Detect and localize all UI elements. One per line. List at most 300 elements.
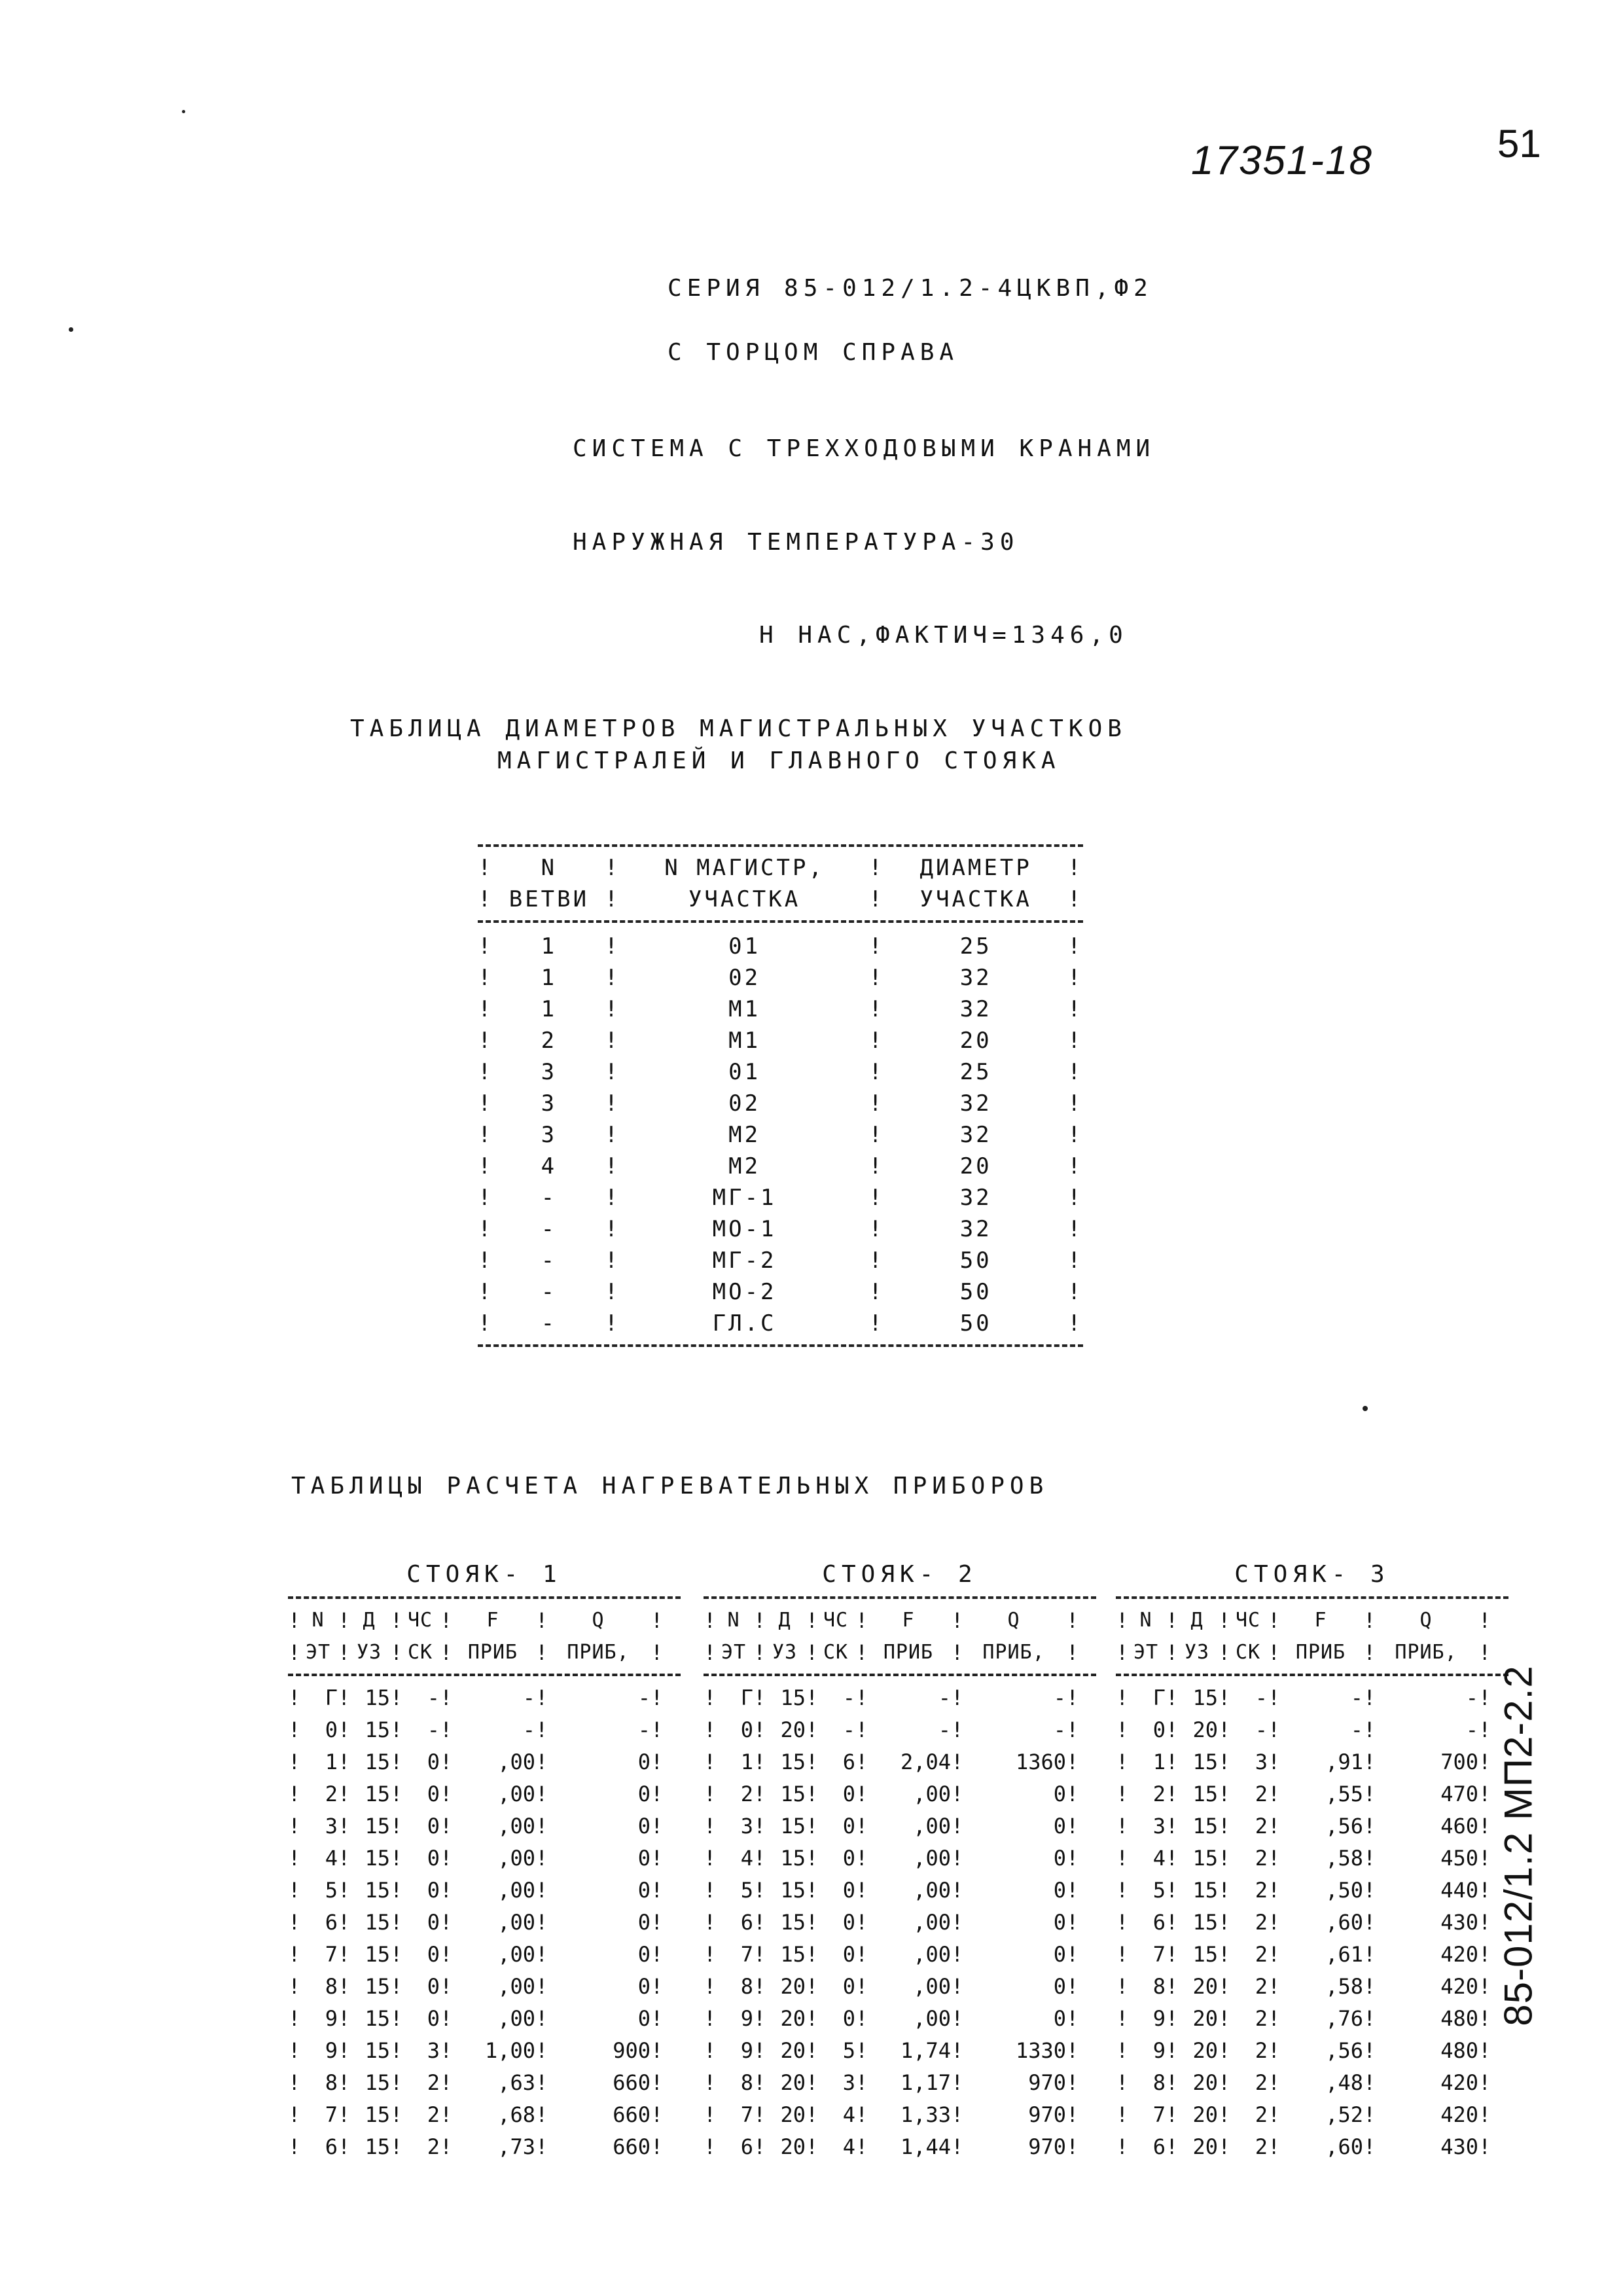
node-diameter: 20 — [780, 2102, 806, 2127]
floor-number: 9 — [325, 2005, 338, 2031]
cell-separator: ! — [440, 1685, 453, 1710]
table-header — [478, 847, 1083, 920]
cell-separator: ! — [855, 1941, 868, 1967]
section-number: М2 — [728, 1153, 761, 1179]
cell-separator: ! — [604, 1090, 621, 1117]
header-device-area: ПРИБ — [467, 1641, 518, 1664]
section-number: МО-1 — [712, 1216, 777, 1242]
cell-separator: ! — [1066, 1845, 1079, 1871]
cell-separator: ! — [868, 1279, 885, 1305]
cell-separator: ! — [651, 1781, 664, 1806]
table-row — [1116, 2002, 1508, 2034]
section-count: 0 — [842, 1909, 855, 1935]
device-heat: 0 — [1053, 1877, 1066, 1903]
cell-separator: ! — [604, 1153, 621, 1179]
cell-separator: ! — [1478, 1607, 1491, 1633]
margin-stamp — [1479, 1630, 1558, 2062]
device-heat: 0 — [637, 1781, 651, 1806]
cell-separator: ! — [951, 1845, 964, 1871]
section-count: 2 — [1255, 2037, 1268, 2063]
section-count: 2 — [1255, 2070, 1268, 2095]
device-area: 1,44 — [900, 2134, 951, 2159]
device-area: ,00 — [497, 1909, 535, 1935]
table-row — [1116, 1970, 1508, 2002]
node-diameter: 15 — [365, 1941, 390, 1967]
table-row — [704, 2130, 1096, 2162]
section-diameter: 20 — [959, 1028, 992, 1054]
cell-separator: ! — [1116, 2134, 1129, 2159]
table-row — [288, 1874, 681, 1906]
node-diameter: 20 — [780, 2134, 806, 2159]
diameter-table — [478, 844, 1083, 1347]
cell-separator: ! — [951, 2134, 964, 2159]
device-heat: 0 — [637, 1877, 651, 1903]
cell-separator: ! — [1067, 965, 1084, 991]
cell-separator: ! — [604, 1216, 621, 1242]
cell-separator: ! — [1218, 1877, 1231, 1903]
branch-number: - — [541, 1247, 558, 1274]
cell-separator: ! — [338, 1717, 351, 1742]
header-floor-number: N — [1139, 1609, 1152, 1632]
section-number: МО-2 — [712, 1279, 777, 1305]
cell-separator: ! — [868, 1310, 885, 1336]
cell-separator: ! — [1218, 1813, 1231, 1839]
floor-number: Г — [1152, 1685, 1166, 1710]
cell-separator: ! — [951, 2102, 964, 2127]
device-heat: 420 — [1440, 1973, 1478, 1999]
section-diameter: 50 — [959, 1310, 992, 1336]
spacer — [704, 1599, 1096, 1604]
section-count: 0 — [427, 1909, 440, 1935]
cell-separator: ! — [951, 1941, 964, 1967]
device-heat: 0 — [637, 1973, 651, 1999]
cell-separator: ! — [288, 2102, 301, 2127]
node-diameter: 15 — [365, 1877, 390, 1903]
cell-separator: ! — [390, 1607, 403, 1633]
table-row — [288, 1938, 681, 1970]
table-row — [478, 1308, 1083, 1339]
cell-separator: ! — [753, 2102, 766, 2127]
header-section-count: СК — [823, 1641, 849, 1664]
table-row — [1116, 2130, 1508, 2162]
branch-number: 3 — [541, 1059, 558, 1085]
branch-number: 1 — [541, 965, 558, 991]
cell-separator: ! — [338, 2070, 351, 2095]
device-area: ,00 — [913, 2005, 951, 2031]
cell-separator: ! — [390, 1877, 403, 1903]
section-diameter: 32 — [959, 1090, 992, 1117]
section-count: 0 — [842, 1877, 855, 1903]
cell-separator: ! — [390, 1781, 403, 1806]
cell-separator: ! — [1363, 1877, 1376, 1903]
cell-separator: ! — [1363, 2134, 1376, 2159]
cell-separator: ! — [1218, 1845, 1231, 1871]
device-heat: 420 — [1440, 2102, 1478, 2127]
cell-separator: ! — [753, 1607, 766, 1633]
table-row — [1116, 1778, 1508, 1810]
device-heat: 450 — [1440, 1845, 1478, 1871]
cell-separator: ! — [855, 2070, 868, 2095]
cell-separator: ! — [855, 1877, 868, 1903]
cell-separator: ! — [1166, 1877, 1179, 1903]
cell-separator: ! — [478, 1279, 494, 1305]
node-diameter: 15 — [1192, 1877, 1218, 1903]
device-area: ,00 — [497, 1749, 535, 1774]
cell-separator: ! — [753, 1781, 766, 1806]
table-row — [288, 1778, 681, 1810]
device-heat: 0 — [1053, 2005, 1066, 2031]
section-count: - — [427, 1685, 440, 1710]
floor-number: 2 — [325, 1781, 338, 1806]
cell-separator: ! — [390, 1717, 403, 1742]
cell-separator: ! — [651, 1845, 664, 1871]
cell-separator: ! — [440, 1781, 453, 1806]
cell-separator: ! — [1363, 1973, 1376, 1999]
table-row — [478, 1056, 1083, 1088]
header-section-count: ЧС — [823, 1609, 849, 1632]
diameter-table-title: ТАБЛИЦА ДИАМЕТРОВ МАГИСТРАЛЬНЫХ УЧАСТКОВ — [350, 715, 1127, 742]
section-count: 0 — [842, 1813, 855, 1839]
node-diameter: 15 — [780, 1813, 806, 1839]
section-number: 01 — [728, 1059, 761, 1085]
header-node-diameter: УЗ — [356, 1641, 382, 1664]
cell-separator: ! — [806, 1717, 819, 1742]
cell-separator: ! — [806, 1973, 819, 1999]
cell-separator: ! — [1166, 1685, 1179, 1710]
table-row — [1116, 2066, 1508, 2098]
device-heat: 0 — [1053, 1941, 1066, 1967]
section-diameter: 32 — [959, 1185, 992, 1211]
cell-separator: ! — [604, 1028, 621, 1054]
header-device-heat: Q — [1419, 1609, 1433, 1632]
cell-separator: ! — [288, 2134, 301, 2159]
cell-separator: ! — [1166, 1845, 1179, 1871]
cell-separator: ! — [1116, 1640, 1129, 1665]
device-heat: - — [1465, 1685, 1478, 1710]
table-row — [704, 2098, 1096, 2130]
cell-separator: ! — [1268, 1973, 1281, 1999]
node-diameter: 15 — [365, 1749, 390, 1774]
spacer — [1116, 1668, 1508, 1674]
cell-separator: ! — [288, 2005, 301, 2031]
cell-separator: ! — [1066, 1941, 1079, 1967]
section-diameter: 50 — [959, 1247, 992, 1274]
node-diameter: 20 — [1192, 2102, 1218, 2127]
cell-separator: ! — [440, 2070, 453, 2095]
cell-separator: ! — [1363, 2005, 1376, 2031]
cell-separator: ! — [1218, 2037, 1231, 2063]
cell-separator: ! — [753, 2134, 766, 2159]
cell-separator: ! — [1066, 1973, 1079, 1999]
section-count: 0 — [427, 1941, 440, 1967]
table-row — [704, 1938, 1096, 1970]
cell-separator: ! — [288, 2037, 301, 2063]
cell-separator: ! — [806, 2102, 819, 2127]
device-area: ,56 — [1325, 2037, 1363, 2063]
cell-separator: ! — [1268, 2005, 1281, 2031]
cell-separator: ! — [1116, 1909, 1129, 1935]
section-count: 4 — [842, 2102, 855, 2127]
cell-separator: ! — [535, 1685, 548, 1710]
header-section-2: УЧАСТКА — [688, 886, 801, 912]
cell-separator: ! — [1166, 1749, 1179, 1774]
cell-separator: ! — [440, 2037, 453, 2063]
cell-separator: ! — [478, 1090, 494, 1117]
table-row — [478, 1182, 1083, 1213]
node-diameter: 15 — [1192, 1781, 1218, 1806]
section-count: 0 — [427, 1845, 440, 1871]
cell-separator: ! — [1218, 1973, 1231, 1999]
device-area: - — [1350, 1685, 1363, 1710]
table-row — [1116, 2034, 1508, 2066]
cell-separator: ! — [753, 2005, 766, 2031]
header-device-heat: ПРИБ, — [1395, 1641, 1457, 1664]
node-diameter: 15 — [780, 1909, 806, 1935]
cell-separator: ! — [704, 2134, 717, 2159]
table-row — [704, 1810, 1096, 1842]
cell-separator: ! — [1363, 2037, 1376, 2063]
cell-separator: ! — [1067, 1090, 1084, 1117]
section-count: 2 — [1255, 2005, 1268, 2031]
table-row — [478, 1088, 1083, 1119]
node-diameter: 15 — [365, 1781, 390, 1806]
cell-separator: ! — [1166, 2070, 1179, 2095]
section-count: 3 — [1255, 1749, 1268, 1774]
cell-separator: ! — [651, 2134, 664, 2159]
cell-separator: ! — [1478, 1973, 1491, 1999]
floor-number: 5 — [325, 1877, 338, 1903]
section-number: М1 — [728, 1028, 761, 1054]
floor-number: 1 — [1152, 1749, 1166, 1774]
node-diameter: 15 — [365, 1973, 390, 1999]
table-row — [704, 1906, 1096, 1938]
device-heat: 0 — [1053, 1781, 1066, 1806]
device-area: ,00 — [913, 1877, 951, 1903]
cell-separator: ! — [868, 1216, 885, 1242]
floor-number: 3 — [740, 1813, 753, 1839]
cell-separator: ! — [338, 2134, 351, 2159]
cell-separator: ! — [806, 1877, 819, 1903]
node-diameter: 15 — [1192, 1845, 1218, 1871]
floor-number: 9 — [740, 2005, 753, 2031]
node-diameter: 15 — [1192, 1909, 1218, 1935]
table-row — [704, 1746, 1096, 1778]
cell-separator: ! — [1116, 2070, 1129, 2095]
cell-separator: ! — [1166, 1640, 1179, 1665]
header-floor-number: ЭТ — [305, 1641, 331, 1664]
cell-separator: ! — [1067, 1279, 1084, 1305]
section-number: 01 — [728, 933, 761, 960]
device-area: ,48 — [1325, 2070, 1363, 2095]
header-node-diameter: Д — [1190, 1609, 1204, 1632]
device-heat: 0 — [1053, 1909, 1066, 1935]
section-count: - — [1255, 1685, 1268, 1710]
cell-separator: ! — [704, 2070, 717, 2095]
section-count: 2 — [427, 2070, 440, 2095]
cell-separator: ! — [651, 1941, 664, 1967]
device-area: 1,33 — [900, 2102, 951, 2127]
cell-separator: ! — [1218, 2134, 1231, 2159]
cell-separator: ! — [651, 1749, 664, 1774]
cell-separator: ! — [604, 996, 621, 1022]
cell-separator: ! — [288, 1941, 301, 1967]
section-count: 0 — [842, 2005, 855, 2031]
section-count: 0 — [427, 1877, 440, 1903]
cell-separator: ! — [478, 996, 494, 1022]
device-area: ,00 — [497, 1813, 535, 1839]
cell-separator: ! — [1363, 1909, 1376, 1935]
section-count: 2 — [1255, 2134, 1268, 2159]
cell-separator: ! — [753, 1973, 766, 1999]
cell-separator: ! — [288, 1781, 301, 1806]
node-diameter: 20 — [780, 1973, 806, 1999]
cell-separator: ! — [806, 2037, 819, 2063]
device-heat: 0 — [637, 1749, 651, 1774]
riser-header-row — [1116, 1604, 1508, 1636]
node-diameter: 15 — [365, 2134, 390, 2159]
cell-separator: ! — [704, 1607, 717, 1633]
section-count: 3 — [842, 2070, 855, 2095]
table-row — [1116, 1810, 1508, 1842]
cell-separator: ! — [1363, 2070, 1376, 2095]
cell-separator: ! — [1116, 1973, 1129, 1999]
header-node-diameter: УЗ — [772, 1641, 798, 1664]
device-area: ,63 — [497, 2070, 535, 2095]
table-row — [704, 1713, 1096, 1746]
cell-separator: ! — [1116, 1781, 1129, 1806]
cell-separator: ! — [651, 1685, 664, 1710]
header-node-diameter: УЗ — [1184, 1641, 1210, 1664]
section-number: 02 — [728, 965, 761, 991]
cell-separator: ! — [1218, 1607, 1231, 1633]
cell-separator: ! — [535, 2070, 548, 2095]
cell-separator: ! — [478, 965, 494, 991]
header-device-heat: ПРИБ, — [982, 1641, 1045, 1664]
cell-separator: ! — [753, 1640, 766, 1665]
floor-number: Г — [740, 1685, 753, 1710]
table-row — [1116, 1938, 1508, 1970]
device-heat: 440 — [1440, 1877, 1478, 1903]
section-count: 0 — [427, 2005, 440, 2031]
margin-stamp-text: 85-012/1.2 МП2-2.2 — [1496, 1665, 1541, 2026]
header-device-area: ПРИБ — [1295, 1641, 1346, 1664]
cell-separator: ! — [1478, 2005, 1491, 2031]
cell-separator: ! — [338, 2037, 351, 2063]
table-row — [1116, 1906, 1508, 1938]
cell-separator: ! — [440, 1909, 453, 1935]
cell-separator: ! — [704, 1909, 717, 1935]
cell-separator: ! — [1067, 1310, 1084, 1336]
cell-separator: ! — [868, 1122, 885, 1148]
cell-separator: ! — [1116, 1813, 1129, 1839]
section-count: 0 — [427, 1813, 440, 1839]
branch-number: - — [541, 1310, 558, 1336]
table-row — [478, 1119, 1083, 1151]
table-body — [478, 923, 1083, 1344]
cell-separator: ! — [440, 1941, 453, 1967]
section-count: - — [1255, 1717, 1268, 1742]
device-area: ,00 — [497, 1845, 535, 1871]
cell-separator: ! — [855, 1781, 868, 1806]
branch-number: 2 — [541, 1028, 558, 1054]
riser-table-3 — [1116, 1561, 1508, 2162]
node-diameter: 20 — [1192, 2134, 1218, 2159]
scan-speck — [1363, 1406, 1368, 1411]
cell-separator: ! — [704, 1813, 717, 1839]
header-device-area: F — [1314, 1609, 1327, 1632]
header-section-1: N МАГИСТР, — [664, 855, 825, 881]
cell-separator: ! — [651, 1607, 664, 1633]
spacer — [704, 1668, 1096, 1674]
table-row — [288, 1713, 681, 1746]
cell-separator: ! — [806, 1607, 819, 1633]
device-area: ,00 — [913, 1781, 951, 1806]
branch-number: 1 — [541, 996, 558, 1022]
section-count: - — [842, 1685, 855, 1710]
cell-separator: ! — [1067, 1216, 1084, 1242]
cell-separator: ! — [1066, 1877, 1079, 1903]
cell-separator: ! — [440, 1973, 453, 1999]
section-number: М2 — [728, 1122, 761, 1148]
cell-separator: ! — [806, 1640, 819, 1665]
cell-separator: ! — [855, 1640, 868, 1665]
floor-number: 0 — [325, 1717, 338, 1742]
cell-separator: ! — [1218, 1909, 1231, 1935]
cell-separator: ! — [338, 2005, 351, 2031]
header-device-area: F — [902, 1609, 915, 1632]
cell-separator: ! — [535, 1640, 548, 1665]
cell-separator: ! — [1116, 2102, 1129, 2127]
cell-separator: ! — [478, 1153, 494, 1179]
riser-header-row — [288, 1636, 681, 1668]
cell-separator: ! — [1363, 1845, 1376, 1871]
section-count: 4 — [842, 2134, 855, 2159]
node-diameter: 15 — [365, 2070, 390, 2095]
device-area: - — [938, 1685, 951, 1710]
cell-separator: ! — [338, 1685, 351, 1710]
cell-separator: ! — [1268, 1877, 1281, 1903]
cell-separator: ! — [1116, 1685, 1129, 1710]
section-number: М1 — [728, 996, 761, 1022]
floor-number: 8 — [325, 2070, 338, 2095]
cell-separator: ! — [704, 2102, 717, 2127]
cell-separator: ! — [855, 1845, 868, 1871]
cell-separator: ! — [855, 1717, 868, 1742]
cell-separator: ! — [1363, 1749, 1376, 1774]
riser-header-row — [1116, 1636, 1508, 1668]
series-header: СЕРИЯ 85-012/1.2-4ЦКВП,Ф2 — [668, 275, 1153, 302]
node-diameter: 15 — [780, 1845, 806, 1871]
table-row — [704, 1842, 1096, 1874]
cell-separator: ! — [390, 1941, 403, 1967]
cell-separator: ! — [1166, 1607, 1179, 1633]
cell-separator: ! — [535, 1607, 548, 1633]
cell-separator: ! — [1478, 1749, 1491, 1774]
cell-separator: ! — [951, 1640, 964, 1665]
cell-separator: ! — [1116, 1877, 1129, 1903]
cell-separator: ! — [440, 1607, 453, 1633]
cell-separator: ! — [478, 1310, 494, 1336]
section-count: 2 — [1255, 2102, 1268, 2127]
cell-separator: ! — [855, 2102, 868, 2127]
device-heat: 420 — [1440, 1941, 1478, 1967]
device-area: 1,00 — [484, 2037, 535, 2063]
cell-separator: ! — [604, 1059, 621, 1085]
cell-separator: ! — [951, 1607, 964, 1633]
riser-title: СТОЯК- 1 — [406, 1561, 562, 1588]
node-diameter: 15 — [365, 2037, 390, 2063]
cell-separator: ! — [1268, 2070, 1281, 2095]
